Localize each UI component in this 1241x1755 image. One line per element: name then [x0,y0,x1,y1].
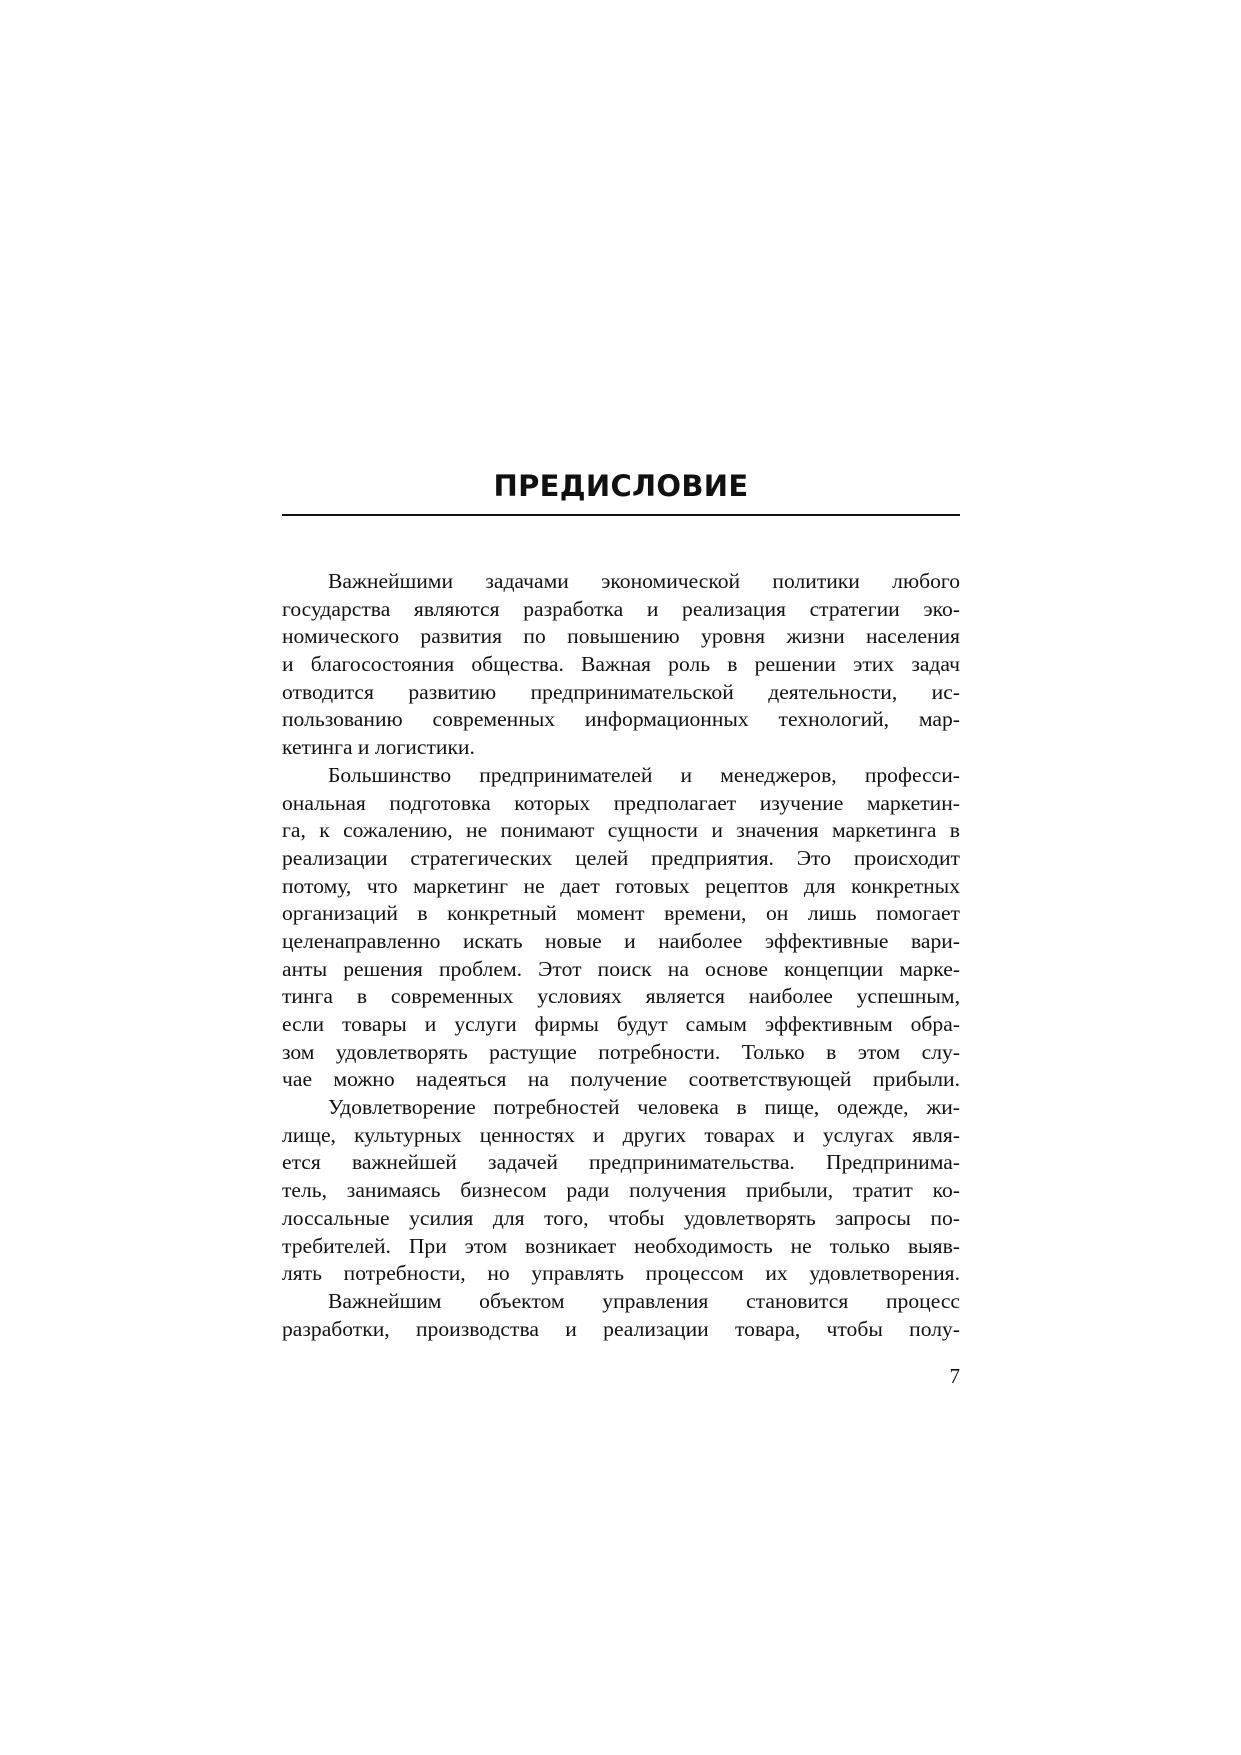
paragraph [282,1288,960,1343]
text-line: целенаправленно искать новые и наиболее эффективные вари- [282,928,960,953]
text-line: Важнейшими задачами экономической политики любого [328,569,960,593]
text-line: разработки, производства и реализации товара, чтобы полу- [282,1316,960,1341]
text-line: пользованию современных информационных технологий, мар- [282,707,960,732]
paragraph [282,762,960,1094]
text-line: лоссальные усилия для того, чтобы удовлетворять запросы по- [282,1205,960,1230]
text-line: отводится развитию предпринимательской деятельности, ис- [282,679,960,704]
text-line: государства являются разработка и реализация стратегии эко- [282,596,960,621]
text-line: тель, занимаясь бизнесом ради получения прибыли, тратит ко- [282,1178,960,1203]
body-text [282,568,960,1343]
text-line: анты решения проблем. Этот поиск на основе концепции марке- [282,956,960,981]
text-line: ется важнейшей задачей предпринимательства. Предпринима- [282,1150,960,1175]
paragraph [282,568,960,762]
page-number: 7 [949,1364,960,1388]
text-line: Важнейшим объектом управления становится процесс [328,1288,960,1313]
text-line: лище, культурных ценностях и других товарах и услугах явля- [282,1122,960,1147]
heading-rule [282,514,960,516]
paragraph [282,1094,960,1288]
text-line: лять потребности, но управлять процессом их удовлетворения. [282,1261,960,1286]
text-line: чае можно надеяться на получение соответствующей прибыли. [282,1067,960,1092]
text-line: ональная подготовка которых предполагает изучение маркетин- [282,790,960,815]
text-line: Большинство предпринимателей и менеджеров, професси- [328,762,960,787]
text-line: кетинга и логистики. [282,735,475,760]
text-line: если товары и услуги фирмы будут самым эффективным обра- [282,1012,960,1036]
chapter-heading: ПРЕДИСЛОВИЕ [493,469,749,503]
text-line: реализации стратегических целей предприятия. Это происходит [282,845,960,870]
text-line: и благосостояния общества. Важная роль в решении этих задач [282,652,960,677]
text-line: Удовлетворение потребностей человека в пище, одежде, жи- [328,1095,960,1120]
text-line: зом удовлетворять растущие потребности. Только в этом слу- [282,1039,960,1064]
text-line: требителей. При этом возникает необходимость не только выяв- [282,1233,960,1258]
text-line: потому, что маркетинг не дает готовых рецептов для конкретных [282,873,960,898]
text-line: организаций в конкретный момент времени, он лишь помогает [282,901,960,926]
text-line: тинга в современных условиях является наиболее успешным, [282,984,960,1009]
text-line: га, к сожалению, не понимают сущности и значения маркетинга в [282,818,960,843]
text-line: номического развития по повышению уровня жизни населения [282,624,960,649]
